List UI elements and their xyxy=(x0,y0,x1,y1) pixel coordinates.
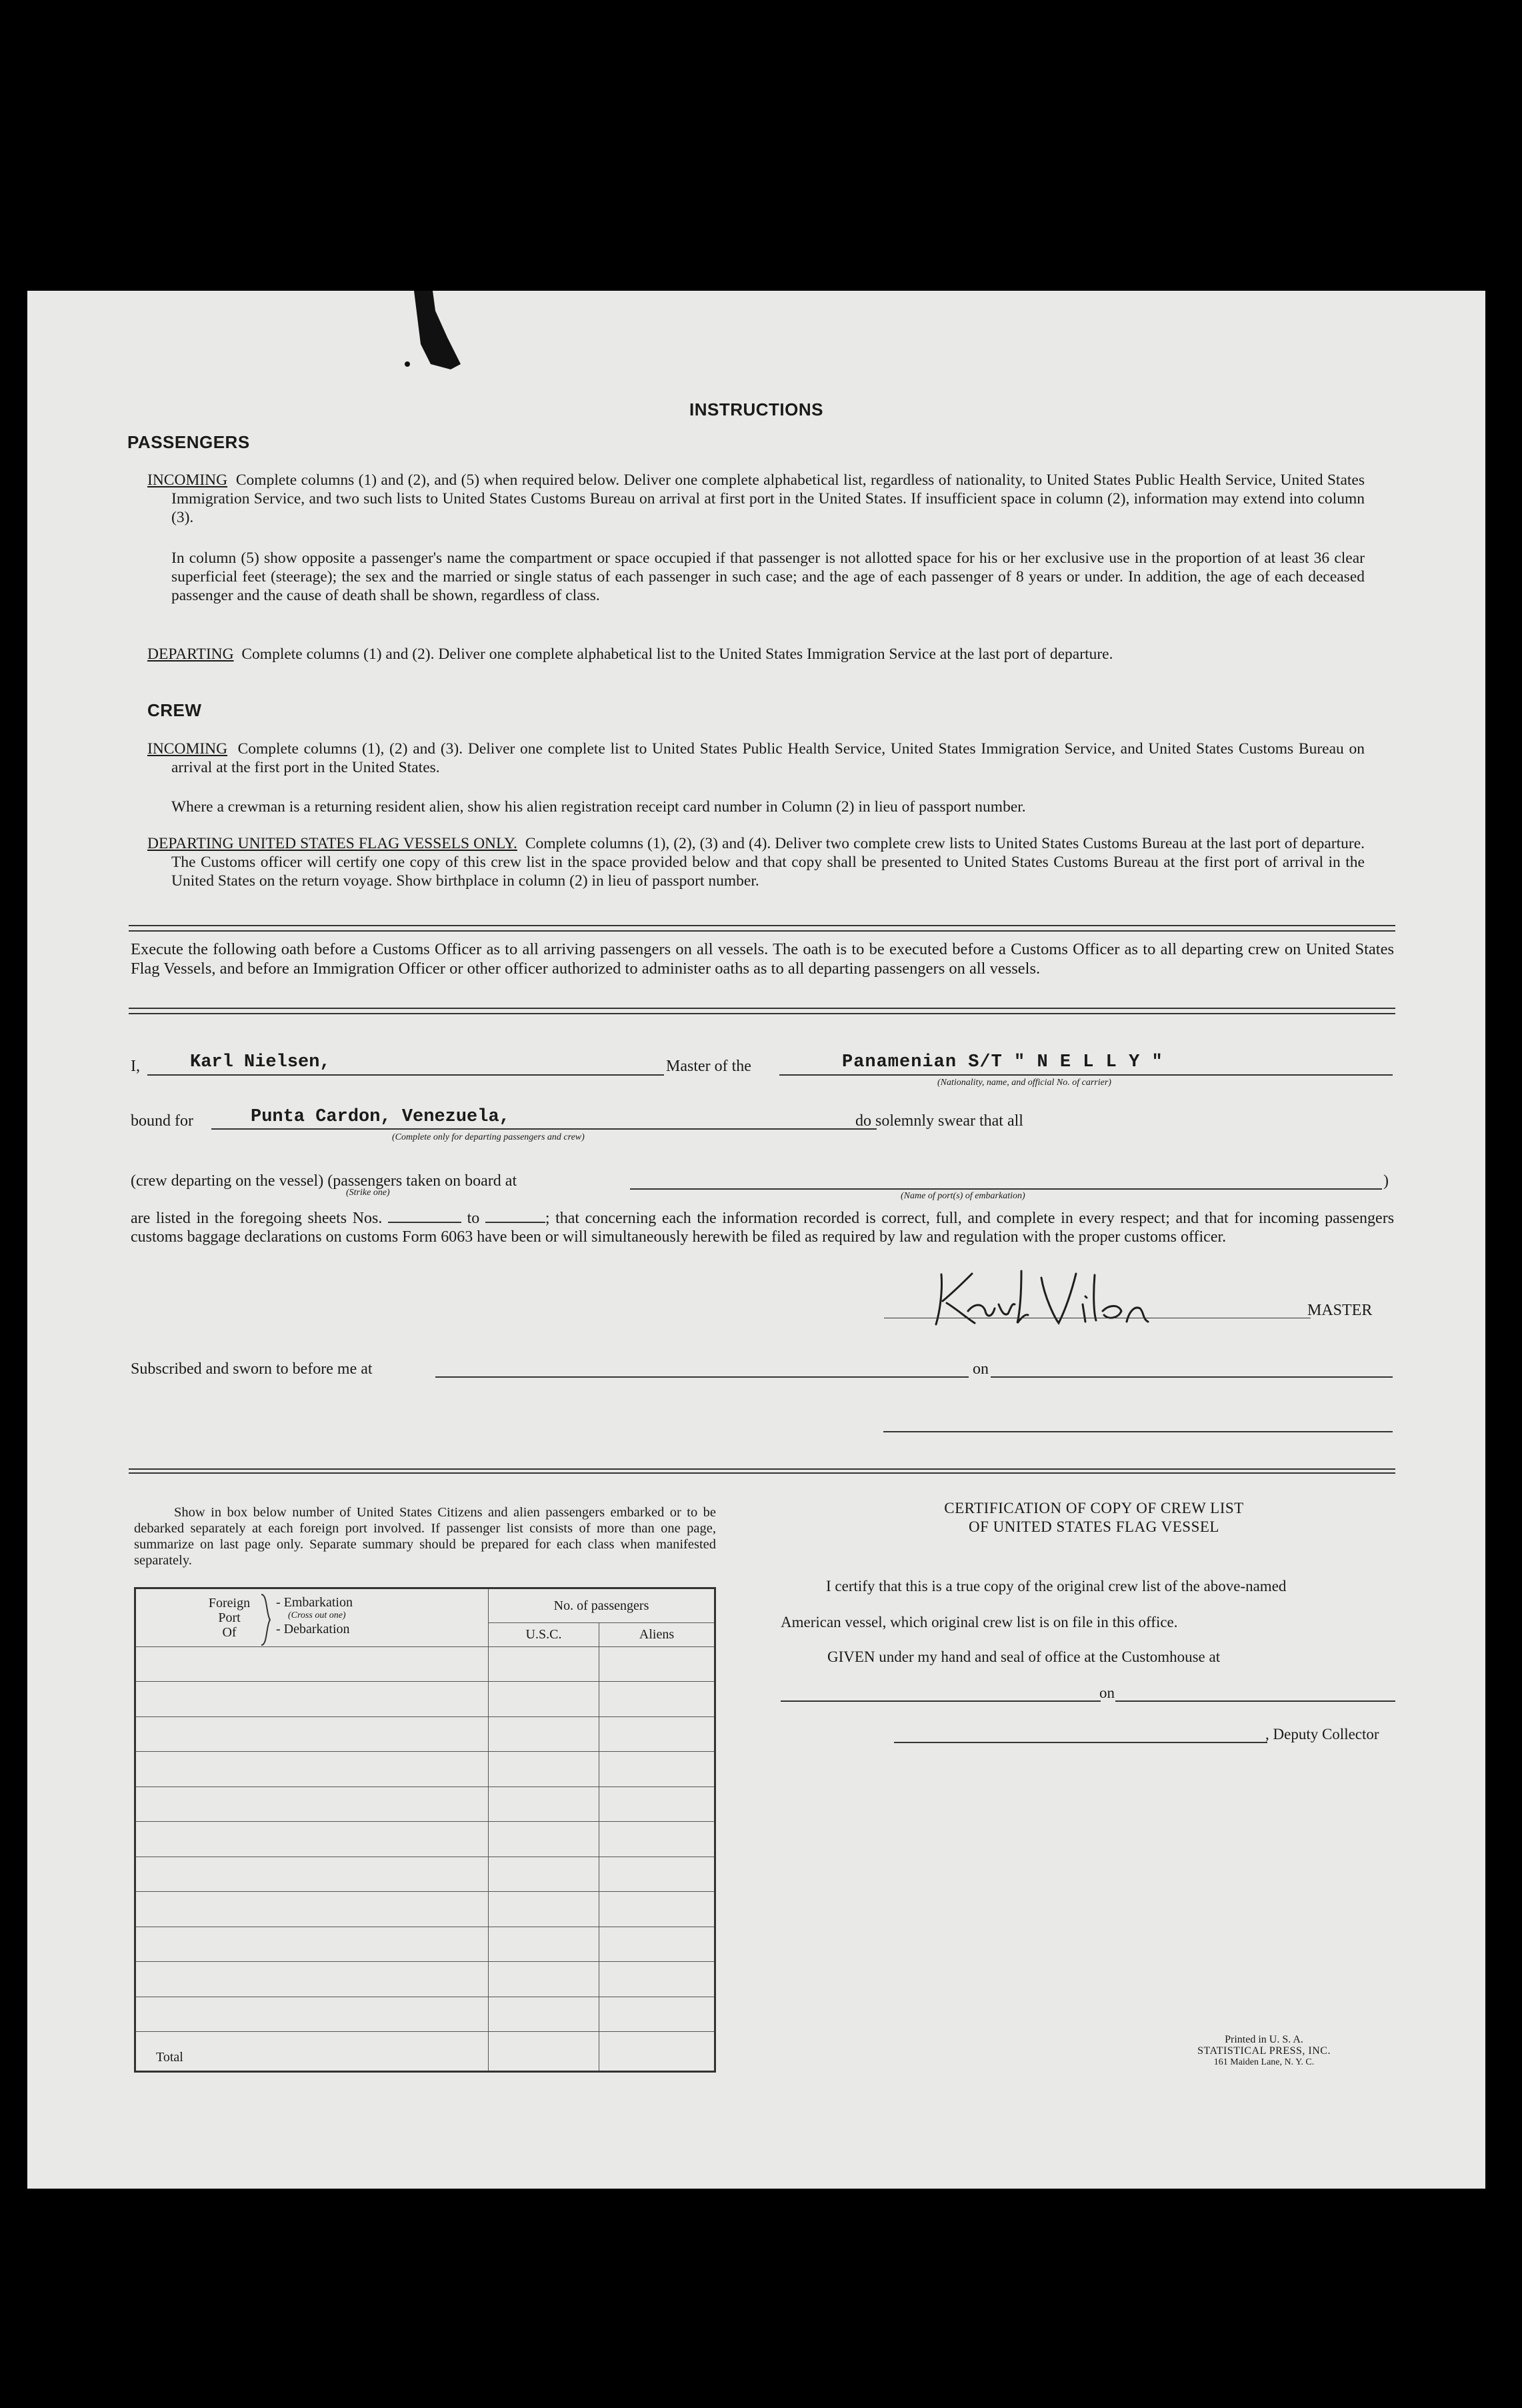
vessel-line xyxy=(779,1074,1393,1076)
divider xyxy=(129,1008,1395,1014)
port-label: Port xyxy=(218,1610,241,1625)
destination: Punta Cardon, Venezuela, xyxy=(251,1107,510,1127)
passenger-summary-table xyxy=(134,1587,716,2073)
passengers-column5-paragraph: In column (5) show opposite a passenger's name the compartment or space occupied if that passenger is not allotted space for his or her exclusive use in the proportion of at least 36 clear superficial feet (steerage); the sex and the married or single status of each passenger in such case; and the age of each passenger of 8 years or under. In addition, the age of each deceased passenger and the cause of death shall be shown, regardless of class. xyxy=(171,549,1365,604)
aliens-header: Aliens xyxy=(599,1623,715,1647)
listed-to: to xyxy=(467,1210,480,1227)
divider xyxy=(129,925,1395,932)
ink-scratch-mark xyxy=(401,291,464,371)
crew-resident-paragraph: Where a crewman is a returning resident alien, show his alien registration receipt card number in Column (2) in lieu of passport number. xyxy=(171,798,1026,816)
certification-title-1: CERTIFICATION OF COPY OF CREW LIST xyxy=(944,1500,1244,1516)
subscribed-label: Subscribed and sworn to before me at xyxy=(131,1360,373,1378)
oath-intro: Execute the following oath before a Customs Officer as to all arriving passengers on all vessels. The oath is to be executed before a Customs Officer as to all departing crew on United States Flag Vessels, and before an Immigration Officer or other officer authorized to administer oaths as to all departing passengers on all vessels. xyxy=(131,940,1394,978)
printer-line-1: Printed in U. S. A. xyxy=(1225,2034,1303,2045)
cross-out-caption: (Cross out one) xyxy=(288,1610,346,1620)
crew-incoming-label: INCOMING xyxy=(147,740,228,758)
listed-text-2: ; that concerning each the information recorded is correct, full, and complete in every respect; and that for incoming passengers customs baggage declarations on customs Form 6063 have been or will simultaneously herewith be filed as required by law and regulation with the proper customs officer. xyxy=(131,1210,1395,1246)
signature-text xyxy=(967,1291,971,1292)
subscribed-date-line xyxy=(991,1376,1393,1378)
bound-for-label: bound for xyxy=(131,1112,193,1130)
passengers-incoming-label: INCOMING xyxy=(147,471,228,489)
table-row xyxy=(135,1822,715,1857)
crew-departing-text: Complete columns (1), (2), (3) and (4). Deliver two complete crew lists to United States Customs Bureau at the last port of departure. The Customs officer will certify one copy of this crew list in the space provided below and that copy shall be presented to United States Customs Bureau at the first port of arrival in the United States on the return voyage. Show birthplace in column (2) in lieu of passport number. xyxy=(171,835,1365,890)
given-text: GIVEN under my hand and seal of office at the Customhouse at xyxy=(827,1648,1221,1665)
destination-caption: (Complete only for departing passengers and crew) xyxy=(392,1132,585,1142)
master-of-label: Master of the xyxy=(666,1058,751,1075)
passengers-departing-text: Complete columns (1) and (2). Deliver one complete alphabetical list to the United States Immigration Service at the last port of departure. xyxy=(241,646,1113,663)
form-sheet xyxy=(27,291,1485,2189)
ports-caption: (Name of port(s) of embarkation) xyxy=(901,1191,1025,1201)
total-label: Total xyxy=(135,2032,489,2072)
certify-text-1: I certify that this is a true copy of the original crew list of the above-named xyxy=(826,1578,1287,1594)
certification-title xyxy=(787,1499,1401,1536)
master-signature xyxy=(928,1264,1221,1331)
certification-title-2: OF UNITED STATES FLAG VESSEL xyxy=(969,1518,1219,1535)
certification-on-label: on xyxy=(1099,1684,1115,1701)
crew-incoming-text: Complete columns (1), (2) and (3). Deliver one complete list to United States Public Health Service, United States Immigration Service, and United States Customs Bureau on arrival at the first port in the United States. xyxy=(171,740,1365,776)
printer-imprint xyxy=(1154,2034,1374,2068)
master-name: Karl Nielsen, xyxy=(190,1052,331,1072)
table-row xyxy=(135,1962,715,1997)
close-paren: ) xyxy=(1383,1172,1389,1190)
vessel-name: Panamenian S/T " N E L L Y " xyxy=(842,1052,1163,1072)
passengers-departing-label: DEPARTING xyxy=(147,646,234,663)
destination-line xyxy=(211,1128,877,1130)
passengers-incoming-paragraph xyxy=(147,471,1365,527)
passengers-heading: PASSENGERS xyxy=(127,432,250,452)
deputy-signature-line xyxy=(894,1742,1267,1743)
no-passengers-header: No. of passengers xyxy=(489,1588,715,1623)
printer-line-2: STATISTICAL PRESS, INC. xyxy=(1197,2045,1331,2057)
embarkation-label: - Embarkation xyxy=(276,1595,353,1610)
swear-text: do solemnly swear that all xyxy=(855,1112,1023,1130)
subscribed-place-line xyxy=(435,1376,969,1378)
foreign-label: Foreign xyxy=(208,1596,251,1610)
listed-paragraph xyxy=(131,1209,1394,1246)
printer-line-3: 161 Maiden Lane, N. Y. C. xyxy=(1213,2057,1315,2067)
crew-departing-paragraph xyxy=(147,834,1365,890)
table-row xyxy=(135,1682,715,1716)
table-row xyxy=(135,1716,715,1751)
usc-header: U.S.C. xyxy=(489,1623,599,1647)
master-name-line xyxy=(147,1074,664,1076)
crew-heading: CREW xyxy=(147,700,202,720)
ports-line xyxy=(630,1188,1382,1190)
listed-text-1: are listed in the foregoing sheets Nos. xyxy=(131,1210,383,1227)
certification-date-line xyxy=(1115,1700,1395,1702)
table-row xyxy=(135,1892,715,1927)
officer-signature-line xyxy=(883,1431,1393,1432)
debarkation-label: - Debarkation xyxy=(276,1622,350,1636)
of-label: Of xyxy=(222,1625,237,1640)
table-row xyxy=(135,1786,715,1821)
subscribed-on-label: on xyxy=(973,1360,989,1378)
table-row xyxy=(135,1997,715,2031)
table-row xyxy=(135,1752,715,1786)
crew-incoming-paragraph xyxy=(147,740,1365,777)
table-row xyxy=(135,1857,715,1891)
table-row xyxy=(135,1647,715,1682)
deputy-collector-label: , Deputy Collector xyxy=(1265,1726,1379,1742)
brace-icon xyxy=(259,1593,273,1646)
summary-intro: Show in box below number of United States Citizens and alien passengers embarked or to be debarked separately at each foreign port involved. If passenger list consists of more than one page, summarize on last page only. Separate summary should be prepared for each class when manifested separately. xyxy=(134,1505,716,1568)
crew-departing-label: (crew departing on the vessel) (passengers taken on board at xyxy=(131,1172,517,1190)
strike-caption: (Strike one) xyxy=(346,1188,390,1198)
table-row xyxy=(135,1927,715,1961)
divider xyxy=(129,1468,1395,1474)
oath-i-label: I, xyxy=(131,1058,140,1075)
customhouse-line xyxy=(781,1700,1101,1702)
total-row xyxy=(135,2032,715,2072)
instructions-title: INSTRUCTIONS xyxy=(689,399,823,419)
crew-departing-label: DEPARTING UNITED STATES FLAG VESSELS ONLY. xyxy=(147,835,517,852)
port-header-cell xyxy=(135,1588,489,1647)
master-label: MASTER xyxy=(1307,1302,1373,1319)
certify-text-2: American vessel, which original crew list is on file in this office. xyxy=(781,1614,1178,1630)
passengers-incoming-text: Complete columns (1) and (2), and (5) when required below. Deliver one complete alphabetical list, regardless of nationality, to United States Public Health Service, United States Immigration Service, and two such lists to United States Customs Bureau on arrival at first port in the United States. If insufficient space in column (2), information may extend into column (3). xyxy=(171,471,1365,526)
passengers-departing-paragraph xyxy=(147,645,1365,664)
vessel-caption: (Nationality, name, and official No. of carrier) xyxy=(937,1078,1111,1088)
